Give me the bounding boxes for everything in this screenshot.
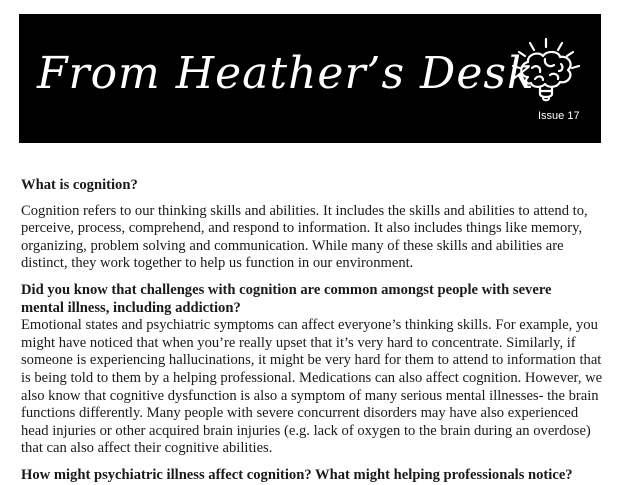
section-psychiatric-illness-cognition xyxy=(21,467,603,485)
article-body xyxy=(21,177,603,485)
section-heading xyxy=(21,467,603,485)
text-line: distinct, they work together to help us function in our environment. xyxy=(21,255,414,272)
heading-line: mental illness, including addiction? xyxy=(21,299,241,316)
text-line: might have noticed that when you’re really upset that it’s very hard to concentrate. Similarly, if xyxy=(21,334,576,351)
text-line: head injuries or other acquired brain injuries (e.g. lack of oxygen to the brain during an overdose) xyxy=(21,422,591,439)
text-line: also know that cognitive dysfunction is also a symptom of many serious mental illnesses- the brain xyxy=(21,387,599,404)
heading-line: What is cognition? xyxy=(21,177,138,193)
text-line: perceive, process, comprehend, and respond to information. It also includes things like memory, xyxy=(21,220,583,237)
brain-lightbulb-icon xyxy=(510,37,582,105)
text-line: Cognition refers to our thinking skills and abilities. It includes the skills and abilities to attend to, xyxy=(21,202,588,219)
text-line: someone is experiencing hallucinations, it might be very hard for them to attend to information that xyxy=(21,352,602,369)
section-paragraph xyxy=(21,317,603,458)
text-line: Emotional states and psychiatric symptoms can affect everyone’s thinking skills. For example, you xyxy=(21,317,598,334)
text-line: that can also affect their cognitive abilities. xyxy=(21,440,273,457)
heading-line: How might psychiatric illness affect cognition? What might helping professionals notice? xyxy=(21,466,573,483)
section-paragraph xyxy=(21,203,603,273)
issue-number: Issue 17 xyxy=(538,110,580,122)
heading-line: Did you know that challenges with cognition are common amongst people with severe xyxy=(21,281,552,298)
text-line: organizing, problem solving and communication. While many of these skills and abilities are xyxy=(21,237,564,254)
text-line: is being told to them by a helping professional. Medications can also affect cognition. However, we xyxy=(21,369,603,386)
section-heading xyxy=(21,177,603,195)
banner-title: From Heather’s Desk xyxy=(37,48,535,99)
section-heading xyxy=(21,282,603,317)
section-what-is-cognition xyxy=(21,177,603,273)
section-cognition-challenges xyxy=(21,282,603,458)
text-line: functions differently. Many people with severe concurrent disorders may have also experienced xyxy=(21,405,579,422)
newsletter-banner xyxy=(19,14,601,143)
